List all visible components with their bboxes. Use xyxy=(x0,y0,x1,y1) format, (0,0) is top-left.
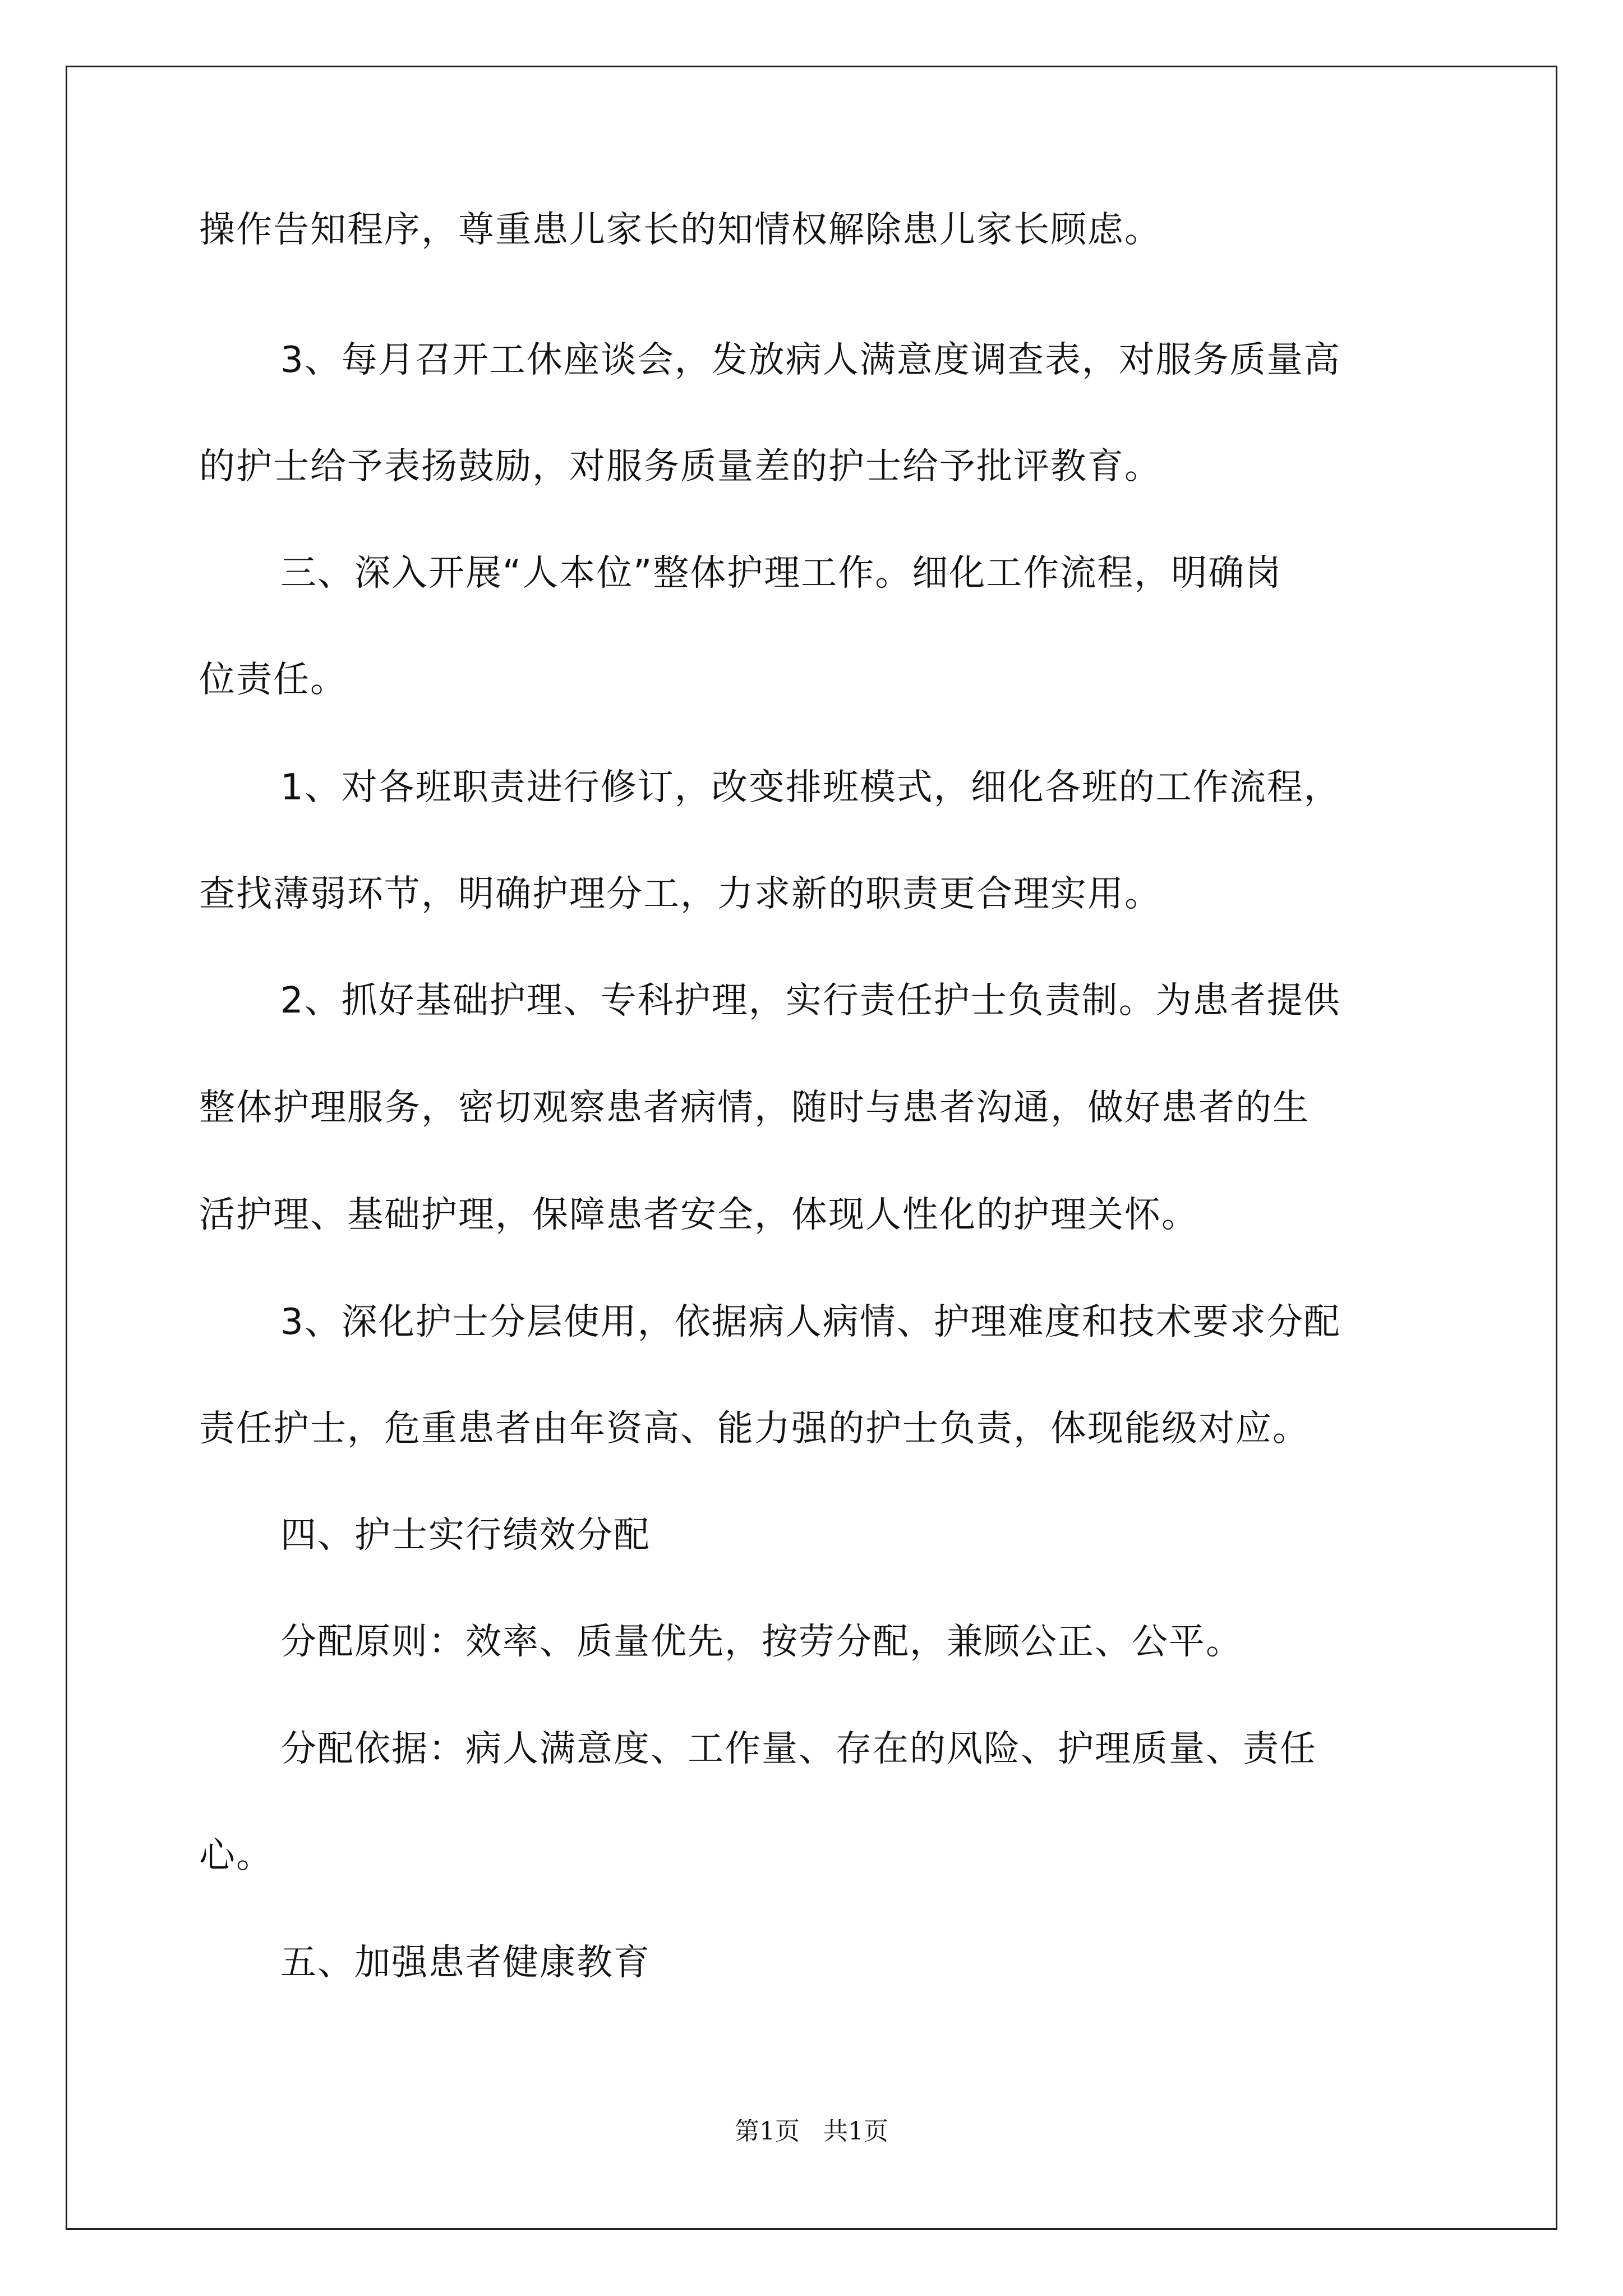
text-line: 操作告知程序，尊重患儿家长的知情权解除患儿家长顾虑。 xyxy=(199,209,1161,251)
text-line: 查找薄弱环节，明确护理分工，力求新的职责更合理实用。 xyxy=(199,873,1161,915)
section-heading: 五、加强患者健康教育 xyxy=(280,1942,651,1984)
text-line: 2、抓好基础护理、专科护理，实行责任护士负责制。为患者提供 xyxy=(280,980,1341,1022)
section-heading: 四、护士实行绩效分配 xyxy=(280,1515,651,1556)
text-line: 心。 xyxy=(199,1835,273,1876)
text-line: 活护理、基础护理，保障患者安全，体现人性化的护理关怀。 xyxy=(199,1194,1198,1236)
text-line: 分配依据：病人满意度、工作量、存在的风险、护理质量、责任 xyxy=(280,1728,1317,1770)
text-line: 3、深化护士分层使用，依据病人病情、护理难度和技术要求分配 xyxy=(280,1301,1341,1343)
text-line: 分配原则：效率、质量优先，按劳分配，兼顾公正、公平。 xyxy=(280,1621,1243,1663)
page-number-footer: 第1页 共1页 xyxy=(735,2117,888,2146)
text-line: 位责任。 xyxy=(199,659,347,701)
text-line: 的护士给予表扬鼓励，对服务质量差的护士给予批评教育。 xyxy=(199,446,1161,487)
text-line: 1、对各班职责进行修订，改变排班模式，细化各班的工作流程， xyxy=(280,767,1341,808)
page-border xyxy=(66,66,1557,2230)
text-line: 责任护士，危重患者由年资高、能力强的护士负责，体现能级对应。 xyxy=(199,1408,1310,1450)
text-line: 三、深入开展“人本位”整体护理工作。细化工作流程，明确岗 xyxy=(280,553,1283,594)
text-line: 整体护理服务，密切观察患者病情，随时与患者沟通，做好患者的生 xyxy=(199,1087,1310,1129)
text-line: 3、每月召开工休座谈会，发放病人满意度调查表，对服务质量高 xyxy=(280,339,1341,381)
